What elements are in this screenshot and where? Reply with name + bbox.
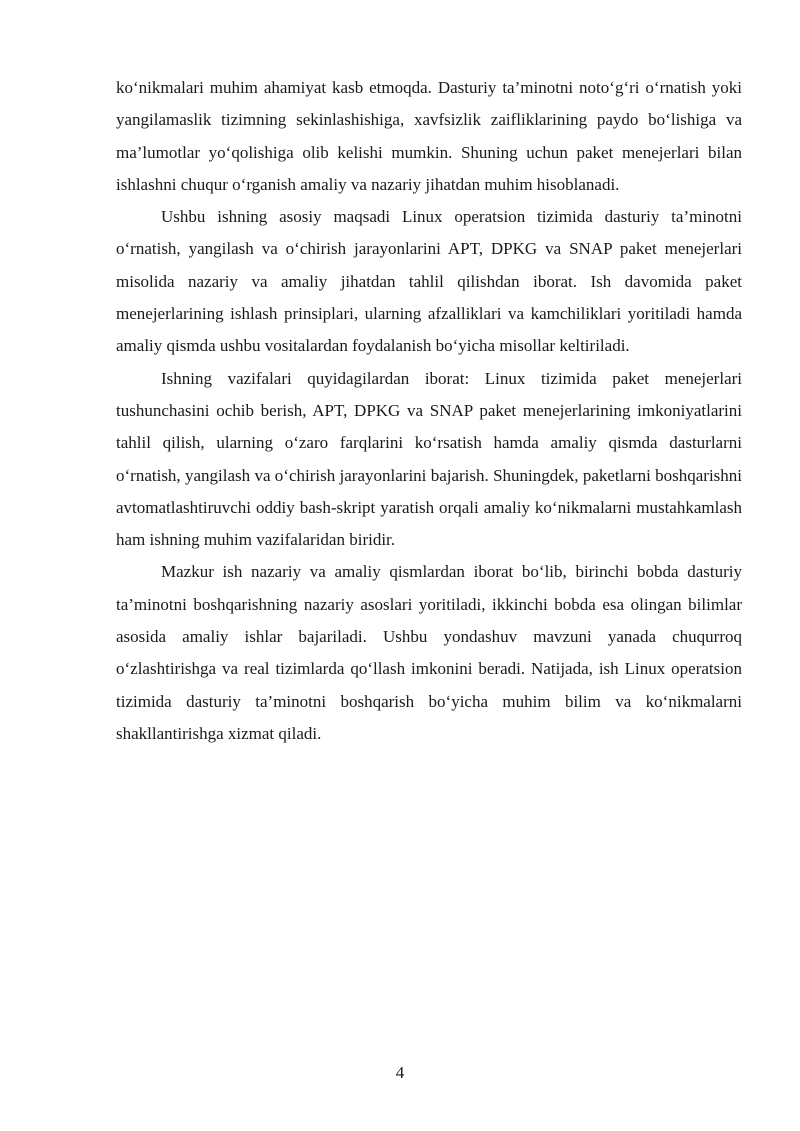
paragraph-goal: Ushbu ishning asosiy maqsadi Linux operatsion tizimida dasturiy ta’minotni o‘rnatish, yangilash va o‘chirish jarayonlarini APT, DPKG va SNAP paket menejerlari misolida nazariy va amaliy jihatdan tahlil qilishdan iborat. Ish davomida paket menejerlarining ishlash prinsiplari, ularning afzalliklari va kamchiliklari yoritiladi hamda amaliy qismda ushbu vositalardan foydalanish bo‘yicha misollar keltiriladi. (116, 207, 742, 356)
body-text (116, 72, 742, 750)
paragraph-structure: Mazkur ish nazariy va amaliy qismlardan iborat bo‘lib, birinchi bobda dasturiy ta’minotni boshqarishning nazariy asoslari yoritiladi, ikkinchi bobda esa olingan bilimlar asosida amaliy ishlar bajariladi. Ushbu yondashuv mavzuni yanada chuqurroq o‘zlashtirishga va real tizimlarda qo‘llash imkonini beradi. Natijada, ish Linux operatsion tizimida dasturiy ta’minotni boshqarish bo‘yicha muhim bilim va ko‘nikmalarni shakllantirishga xizmat qiladi. (116, 562, 742, 743)
paragraph-continuation: ko‘nikmalari muhim ahamiyat kasb etmoqda. Dasturiy ta’minotni noto‘g‘ri o‘rnatish yoki yangilamaslik tizimning sekinlashishiga, xavfsizlik zaifliklarining paydo bo‘lishiga va ma’lumotlar yo‘qolishiga olib kelishi mumkin. Shuning uchun paket menejerlari bilan ishlashni chuqur o‘rganish amaliy va nazariy jihatdan muhim hisoblanadi. (116, 78, 742, 194)
page-number: 4 (395, 1063, 405, 1082)
paragraph-tasks: Ishning vazifalari quyidagilardan iborat: Linux tizimida paket menejerlari tushunchasini ochib berish, APT, DPKG va SNAP paket menejerlarining imkoniyatlarini tahlil qilish, ularning o‘zaro farqlarini ko‘rsatish hamda amaliy qismda dasturlarni o‘rnatish, yangilash va o‘chirish jarayonlarini bajarish. Shuningdek, paketlarni boshqarishni avtomatlashtiruvchi oddiy bash-skript yaratish orqali amaliy ko‘nikmalarni mustahkamlash ham ishning muhim vazifalaridan biridir. (116, 368, 742, 550)
